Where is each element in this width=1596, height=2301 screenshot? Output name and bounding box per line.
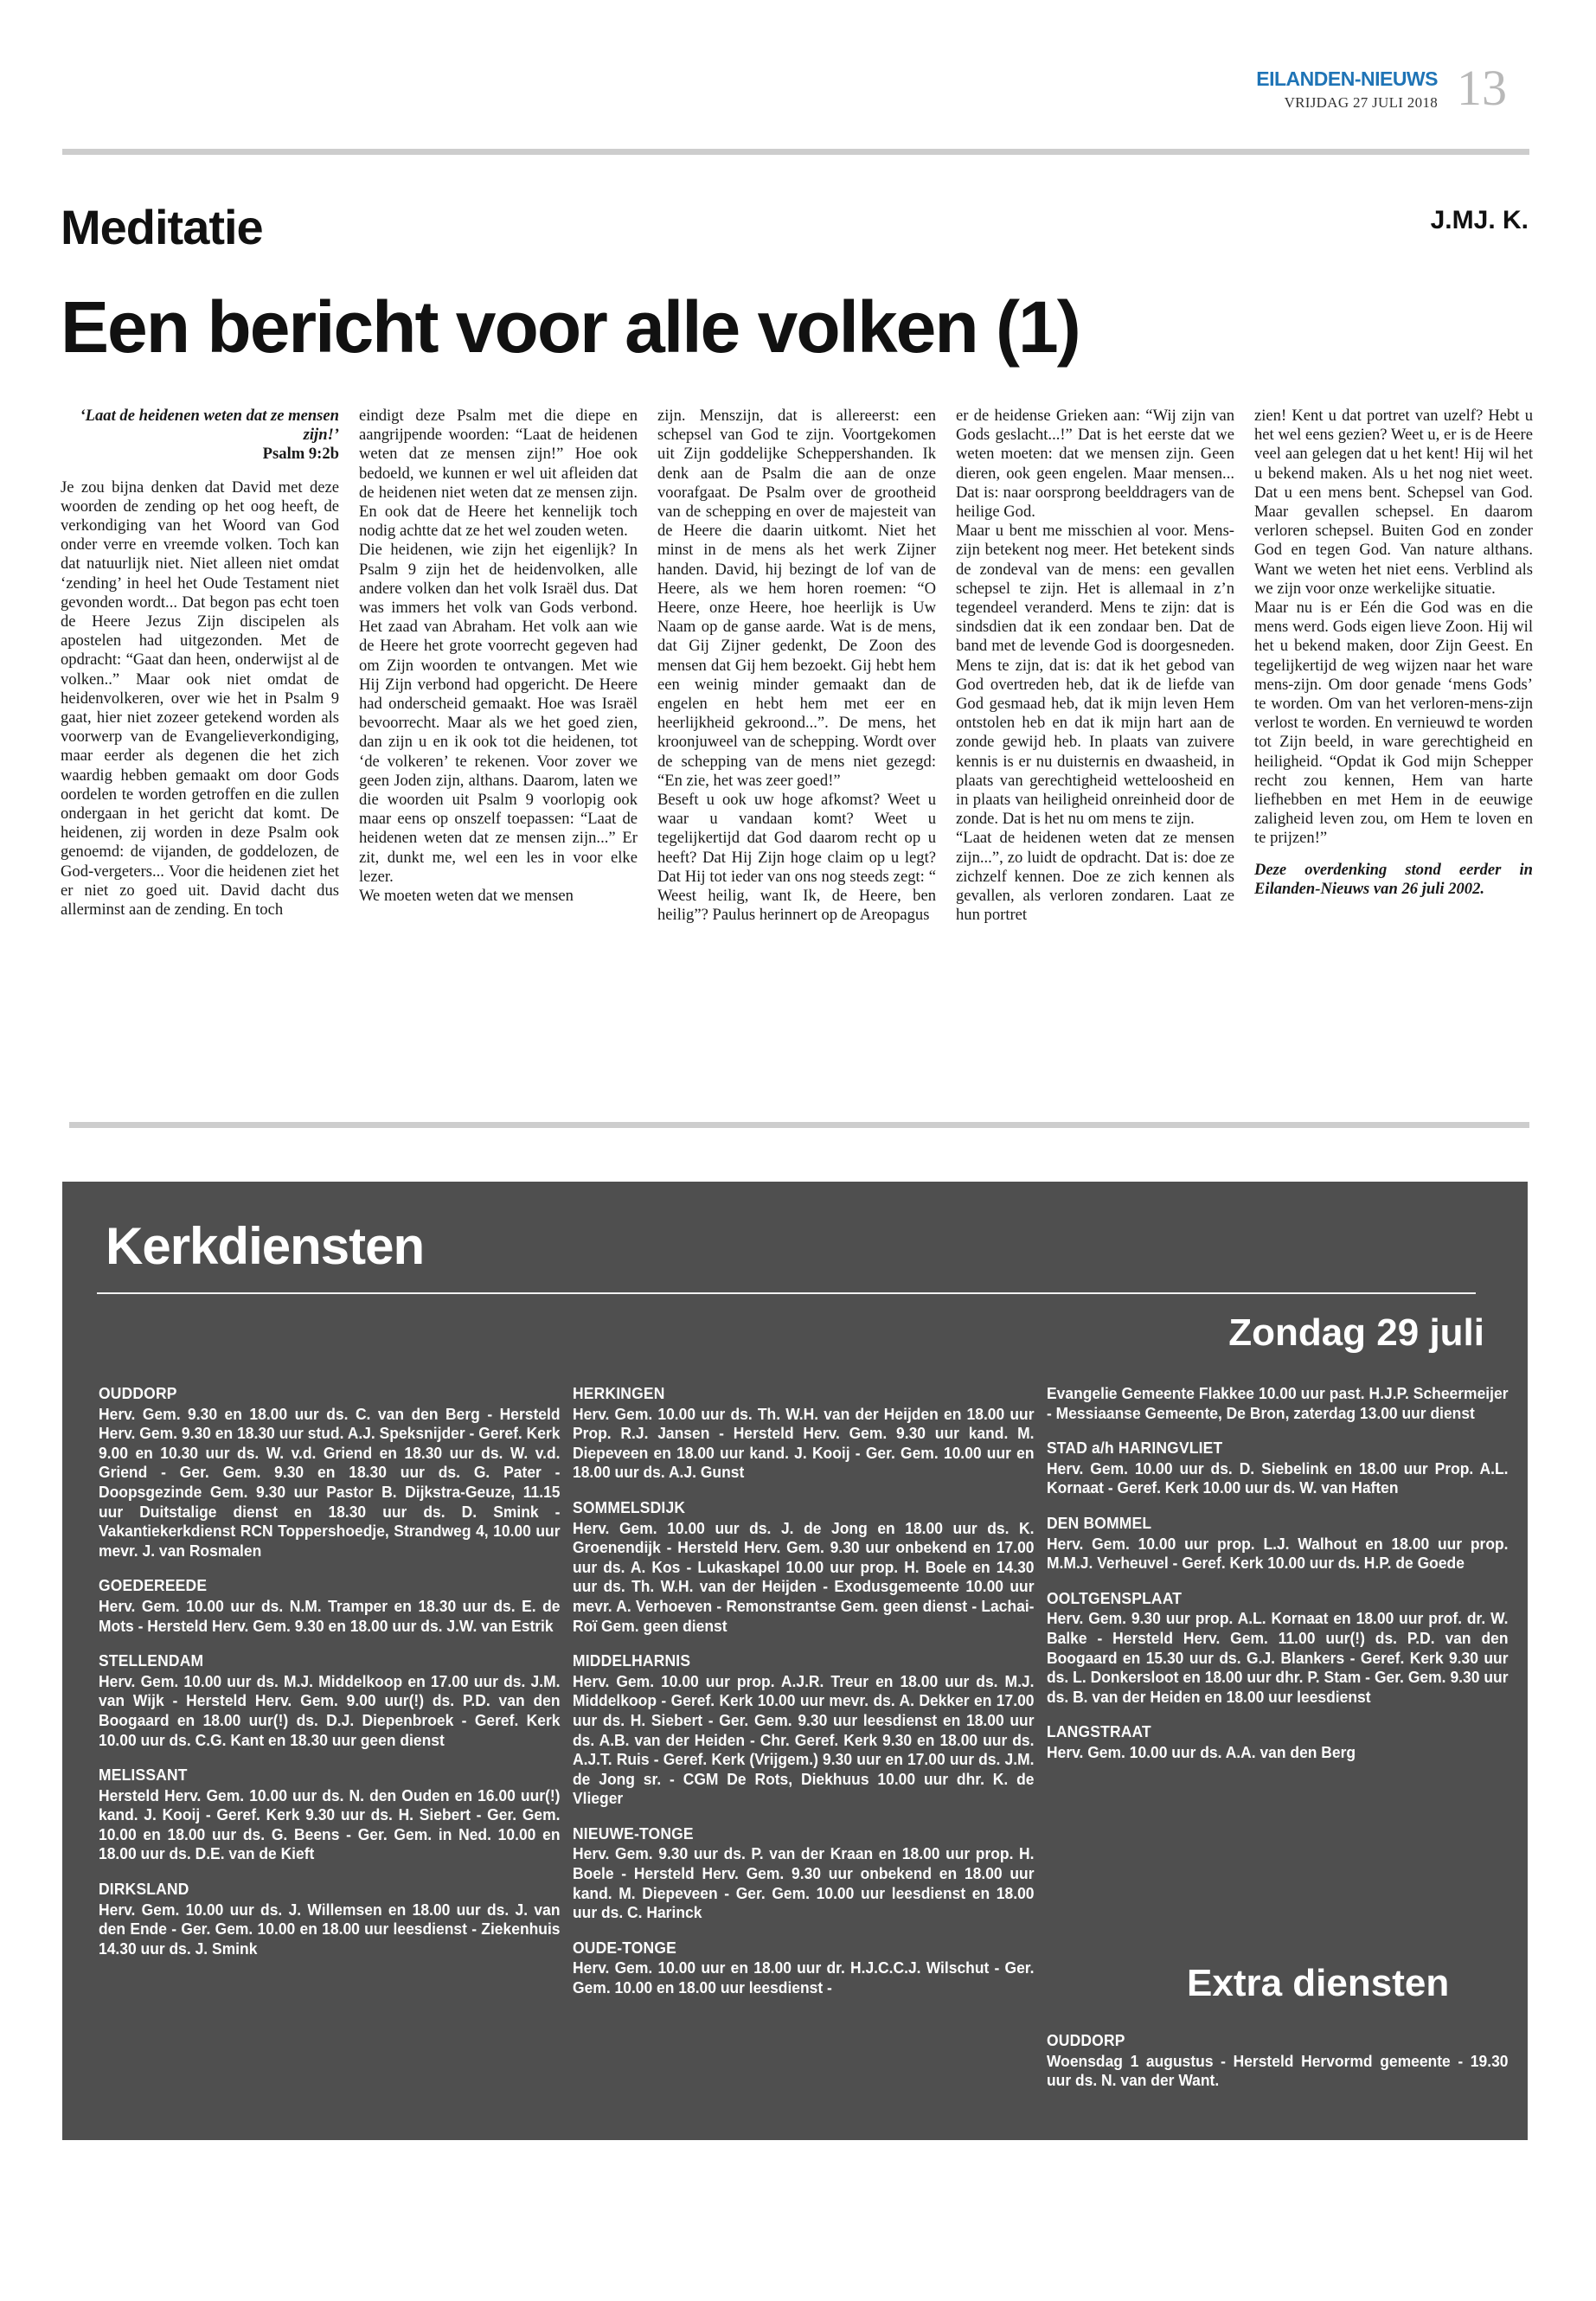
service-place: OUDE-TONGE bbox=[573, 1939, 676, 1957]
motto bbox=[61, 407, 339, 465]
service-place: GOEDEREEDE bbox=[99, 1577, 208, 1595]
service-place: OUDDORP bbox=[1047, 2032, 1125, 2049]
headline: Een bericht voor alle volken (1) bbox=[61, 286, 1080, 368]
paragraph-6-part-2: zien! Kent u dat portret van uzelf? Hebt u het wel eens gezien? Weet u, er is de Heere veel aan gelegen dat u het kent! Hij wil het u bekend maken. Als u het nog niet weet. Dat u een mens bent. Schepsel van God. Maar gevallen schepsel. En daarom verloren schepsel. Buiten God en zonder God en tegen God. Van nature althans. Want we weten het niet eens. Verblind als we zijn voor onze werkelijke situatie. bbox=[1254, 407, 1533, 598]
paragraph-3-part-2: zijn. Menszijn, dat is allereerst: een schepsel van God te zijn. Voortgekomen uit Zijn goddelijke Scheppershanden. Ik denk aan de Psalm die aan de onze voorafgaat. De Psalm over de grootheid van de schepping en over de majesteit van de Heere die daarin uitkomt. Niet het minst in de mens als het werk Zijner handen. David, hij bezingt de lof van de Heere, als we hem horen roemen: “O Heere, onze Heere, hoe heerlijk is Uw Naam op de ganse aarde. Wat is de mens, dat Gij Zijner gedenkt, De Zoon des mensen dat Gij hem bezoekt. Gij hebt hem een weinig minder gemaakt dan de engelen en hebt hem met eer en heerlijkheid gekroond...”. De mens, het kroonjuweel van de schepping. Wordt over de schepping van de mens niet gezegd: “En zie, het was zeer goed!” bbox=[657, 407, 936, 790]
extra-services bbox=[1047, 2031, 1509, 2106]
kerkdiensten-rule bbox=[97, 1292, 1476, 1294]
service-place: LANGSTRAAT bbox=[1047, 1723, 1151, 1741]
article-column-5 bbox=[1254, 407, 1533, 899]
paragraph-4-part-2: er de heidense Grieken aan: “Wij zijn van Gods geslacht...!” Dat is het eerste dat we weten moeten: dat we mensen zijn. Geen dieren, ook geen engelen. Maar mensen... Dat is: naar oorsprong beelddragers van de heilige God. bbox=[956, 407, 1234, 522]
top-divider bbox=[62, 149, 1529, 155]
kerkdiensten-title: Kerkdiensten bbox=[106, 1217, 425, 1275]
service-text: Herv. Gem. 10.00 uur ds. D. Siebelink en 18.00 uur Prop. A.L. Kornaat - Geref. Kerk 10.00 uur ds. W. van Haften bbox=[1047, 1459, 1509, 1497]
service-text: Hersteld Herv. Gem. 10.00 uur ds. N. den Ouden en 16.00 uur(!) kand. J. Kooij - Geref. Kerk 9.30 uur ds. H. Siebert - Ger. Gem. 10.00 en 18.00 uur ds. G. Beens - Ger. Gem. in Ned. 10.00 en 18.00 uur ds. D.E. van de Kieft bbox=[99, 1786, 561, 1863]
service-text: Herv. Gem. 10.00 uur ds. M.J. Middelkoop en 17.00 uur ds. J.M. van Wijk - Hersteld Herv. Gem. 9.00 uur(!) ds. P.D. van den Boogaard en 18.00 uur(!) ds. D.J. Diepenbroek - Geref. Kerk 10.00 uur ds. C.G. Kant en 18.30 uur geen dienst bbox=[99, 1672, 561, 1749]
service-text: Evangelie Gemeente Flakkee 10.00 uur past. H.J.P. Scheermeijer - Messiaanse Gemeente, De Bron, zaterdag 13.00 uur dienst bbox=[1047, 1385, 1509, 1422]
paragraph-2: Die heidenen, wie zijn het eigenlijk? In Psalm 9 zijn het de heidenvolken, alle andere volken dan het volk Israël dus. Dat was immers het volk van Gods verbond. Het zaad van Abraham. Het volk aan wie de Heere het grote voorrecht gegeven had om Zijn woorden te ontvangen. Met wie Hij Zijn verbond had opgericht. De Heere had onderscheid gemaakt. Hoe was Israël bevoorrecht. Maar als we het goed zien, dan zijn u en ik ook tot die heidenen, tot ‘de volkeren’ te rekenen. Voor zover we geen Joden zijn, althans. Daarom, laten we die woorden uit Psalm 9 voorlopig ook maar eens op onszelf toepassen: “Laat de heidenen weten dat ze mensen zijn...” Er zit, dunkt me, wel een les in voor elke lezer. bbox=[359, 541, 638, 886]
paragraph-7: Maar nu is er Eén die God was en die mens werd. Gods eigen lieve Zoon. Hij wil het u bekend maken, door Zijn Geest. En tegelijkertijd de weg wijzen naar het ware mens-zijn. Om door genade ‘mens Gods’ te worden. Om van het verloren-mens-zijn verlost te worden. En vernieuwd te worden tot Zijn beeld, in ware gerechtigheid en heiligheid. “Opdat ik God mijn Schepper recht zou kennen, Hem van harte liefhebben en met Hem in de eeuwige zaligheid leven zou, om Hem te loven en te prijzen!” bbox=[1254, 599, 1533, 848]
service-place: NIEUWE-TONGE bbox=[573, 1824, 694, 1843]
masthead bbox=[1213, 67, 1438, 112]
service-text: Herv. Gem. 9.30 en 18.00 uur ds. C. van den Berg - Hersteld Herv. Gem. 9.30 en 18.30 uur stud. A.J. Speksnijder - Geref. Kerk 9.00 en 10.30 uur ds. W. v.d. Griend en 18.30 uur ds. W. v.d. Griend - Ger. Gem. 9.30 en 18.30 uur ds. G. Pater - Doopsgezinde Gem. 9.30 uur Pastor B. Dijkstra-Geuze, 11.15 uur Duitstalige dienst en 18.30 uur ds. D. Smink - Vakantiekerkdienst RCN Toppershoedje, Strandweg 4, 10.00 uur mevr. J. van Rosmalen bbox=[99, 1405, 561, 1560]
paragraph-5: Maar u bent me misschien al voor. Mens-zijn betekent nog meer. Het betekent sinds de zondeval van de mens: een gevallen schepsel te zijn. Het is allemaal in z’n tegendeel veranderd. Mens te zijn: dat is sindsdien dat ik een zondaar ben. Dat de band met de levende God is doorgesneden. Mens te zijn, dat is: dat ik het gebod van God overtreden heb, dat ik de liefde van God gesmaad heb, dat ik mijn leven Hem ontstolen heb en dat ik mijn hart aan de zonde gewijd heb. In plaats van zuivere kennis is er nu duisternis en dwaasheid, in plaats van gerechtigheid wetteloosheid en in plaats van heiligheid onreinheid door de zonde. Dat is het nu om mens te zijn. bbox=[956, 522, 1234, 829]
service-place: STELLENDAM bbox=[99, 1652, 204, 1670]
extra-heading: Extra diensten bbox=[1187, 1962, 1450, 2004]
article-column-3 bbox=[657, 407, 936, 925]
paragraph-4-part-1: Beseft u ook uw hoge afkomst? Weet u waar u vandaan komt? Weet u tegelijkertijd dat God daarom recht op u heeft? Dat Hij Zijn hoge claim op u legt? Dat Hij tot ieder van ons nog steeds zegt: “ Weest heilig, want Ik, de Heere, ben heilig”? Paulus herinnert op de Areopagus bbox=[657, 791, 936, 925]
service-place: SOMMELSDIJK bbox=[573, 1498, 686, 1516]
masthead-date: VRIJDAG 27 JULI 2018 bbox=[1284, 94, 1438, 111]
service-text: Herv. Gem. 10.00 uur en 18.00 uur dr. H.J.C.C.J. Wilschut - Ger. Gem. 10.00 en 18.00 uur leesdienst - bbox=[573, 1959, 1035, 1997]
motto-ref: Psalm 9:2b bbox=[262, 445, 339, 464]
section-title: Meditatie bbox=[61, 200, 263, 254]
paragraph-1-part-2: eindigt deze Psalm met die diepe en aangrijpende woorden: “Laat de heidenen weten dat ze mensen zijn!” Hoe ook bedoeld, we kunnen er wel uit afleiden dat de heidenen niet weten dat ze mensen zijn. En ook dat de Heere het kennelijk toch nodig achtte dat ze het wel zouden weten. bbox=[359, 407, 638, 541]
service-place: STAD a/h HARINGVLIET bbox=[1047, 1439, 1223, 1458]
service-text: Herv. Gem. 10.00 uur prop. L.J. Walhout en 18.00 uur prop. M.M.J. Verheuvel - Geref. Kerk 10.00 uur ds. H.P. de Goede bbox=[1047, 1535, 1509, 1573]
article-column-4 bbox=[956, 407, 1234, 925]
services-column-3 bbox=[1047, 1384, 1509, 1779]
service-text: Woensdag 1 augustus - Hersteld Hervormd gemeente - 19.30 uur ds. N. van der Want. bbox=[1047, 2052, 1509, 2090]
services-column-2 bbox=[573, 1384, 1035, 2014]
service-text: Herv. Gem. 10.00 uur ds. J. de Jong en 18.00 uur ds. K. Groenendijk - Hersteld Herv. Gem. 9.30 uur onbekend en 17.00 uur ds. A. Kos - Lukaskapel 10.00 uur prop. H. Boele en 14.30 uur ds. Th. W.H. van der Heijden - Exodusgemeente 10.00 uur mevr. A. Verhoeven - Remonstrantse Gem. geen dienst - Lachai-Roï Gem. geen dienst bbox=[573, 1519, 1035, 1635]
service-place: OUDDORP bbox=[99, 1385, 177, 1402]
page-number: 13 bbox=[1457, 60, 1507, 116]
service-text: Herv. Gem. 10.00 uur ds. Th. W.H. van der Heijden en 18.00 uur Prop. R.J. Jansen - Hersteld Herv. Gem. 9.30 uur kand. M. Diepeveen en 18.00 uur kand. J. Kooij - Ger. Gem. 10.00 uur en 18.00 uur ds. A.J. Gunst bbox=[573, 1405, 1035, 1482]
paragraph-3-part-1: We moeten weten dat we mensen bbox=[359, 887, 574, 906]
services-column-1 bbox=[99, 1384, 561, 1974]
service-place: OOLTGENSPLAAT bbox=[1047, 1589, 1183, 1607]
service-place: MIDDELHARNIS bbox=[573, 1652, 691, 1670]
service-text: Herv. Gem. 9.30 uur prop. A.L. Kornaat en 18.00 uur prof. dr. W. Balke - Hersteld Herv. Gem. 11.00 uur(!) ds. P.D. van den Boogaard en 15.30 uur ds. G.J. Blankers - Geref. Kerk 9.30 uur ds. L. Donkersloot en 18.00 uur dhr. P. Stam - Ger. Gem. 9.30 uur ds. B. van der Heiden en 18.00 uur leesdienst bbox=[1047, 1610, 1509, 1706]
service-place: HERKINGEN bbox=[573, 1385, 665, 1402]
date-heading: Zondag 29 juli bbox=[1228, 1311, 1484, 1354]
article-column-2 bbox=[359, 407, 638, 906]
masthead-brand: EILANDEN-NIEUWS bbox=[1256, 67, 1438, 90]
paragraph-6-part-1: “Laat de heidenen weten dat ze mensen zijn...”, zo luidt de opdracht. Dat is: doe ze zichzelf kennen. Doe ze zich kennen als gevallen, als verloren zondaren. Laat ze hun portret bbox=[956, 829, 1234, 925]
service-text: Herv. Gem. 10.00 uur ds. A.A. van den Berg bbox=[1047, 1743, 1356, 1761]
motto-text: ‘Laat de heidenen weten dat ze mensen zijn!’ bbox=[80, 407, 339, 445]
service-text: Herv. Gem. 10.00 uur ds. N.M. Tramper en 18.30 uur ds. E. de Mots - Hersteld Herv. Gem. 9.30 en 18.00 uur ds. J.W. van Estrik bbox=[99, 1597, 561, 1635]
source-note: Deze overdenking stond eerder in Eilanden-Nieuws van 26 juli 2002. bbox=[1254, 860, 1533, 898]
service-place: MELISSANT bbox=[99, 1766, 188, 1785]
article-columns bbox=[61, 407, 1533, 1081]
article-column-1 bbox=[61, 407, 339, 920]
kerkdiensten-panel bbox=[62, 1182, 1528, 2140]
mid-divider bbox=[69, 1122, 1529, 1128]
service-text: Herv. Gem. 10.00 uur prop. A.J.R. Treur en 18.00 uur ds. M.J. Middelkoop - Geref. Kerk 10.00 uur mevr. ds. A. Dekker en 17.00 uur ds. H. Siebert - Ger. Gem. 9.30 uur leesdienst en 18.00 uur ds. A.B. van der Heiden - Chr. Geref. Kerk 9.30 en 18.00 uur ds. A.J.T. Ruis - Geref. Kerk (Vrijgem.) 9.30 uur en 17.00 uur ds. J.M. de Jong sr. - CGM De Rots, Diekhuus 10.00 uur dhr. K. de Vlieger bbox=[573, 1672, 1035, 1808]
service-text: Herv. Gem. 9.30 uur ds. P. van der Kraan en 18.00 uur prop. H. Boele - Hersteld Herv. Gem. 9.30 uur onbekend en 18.00 uur kand. M. Diepeveen - Ger. Gem. 10.00 uur leesdienst en 18.00 uur ds. C. Harinck bbox=[573, 1845, 1035, 1922]
service-place: DIRKSLAND bbox=[99, 1881, 189, 1899]
service-text: Herv. Gem. 10.00 uur ds. J. Willemsen en 18.00 uur ds. J. van den Ende - Ger. Gem. 10.00 en 18.00 uur leesdienst - Ziekenhuis 14.30 uur ds. J. Smink bbox=[99, 1900, 561, 1958]
paragraph-1-part-1: Je zou bijna denken dat David met deze woorden de zending op het oog heeft, de verkondiging van het Woord van God onder verre en vreemde volken. Toch kan dat natuurlijk niet. Niet alleen niet omdat ‘zending’ in heel het Oude Testament niet gevonden wordt... Dat begon pas echt toen de Heere Jezus Zijn discipelen als apostelen had uitgezonden. Met de opdracht: “Gaat dan heen, onderwijst al de volken..” Maar ook niet omdat de heidenvolkeren, over wie het in Psalm 9 gaat, hier niet zozeer getekend worden als voorwerp van de Evangelieverkondiging, maar eerder als degenen die het zich waardig hebben gemaakt om door Gods oordelen te worden getroffen en die zullen ondergaan in het gericht dat komt. De heidenen, zij worden in deze Psalm ook genoemd: de vijanden, de goddelozen, de God-vergeters... Voor die heidenen ziet het er niet zo goed uit. David dacht dus allerminst aan de zending. En toch bbox=[61, 478, 339, 920]
author-byline: J.MJ. K. bbox=[1430, 206, 1529, 234]
service-place: DEN BOMMEL bbox=[1047, 1514, 1152, 1532]
